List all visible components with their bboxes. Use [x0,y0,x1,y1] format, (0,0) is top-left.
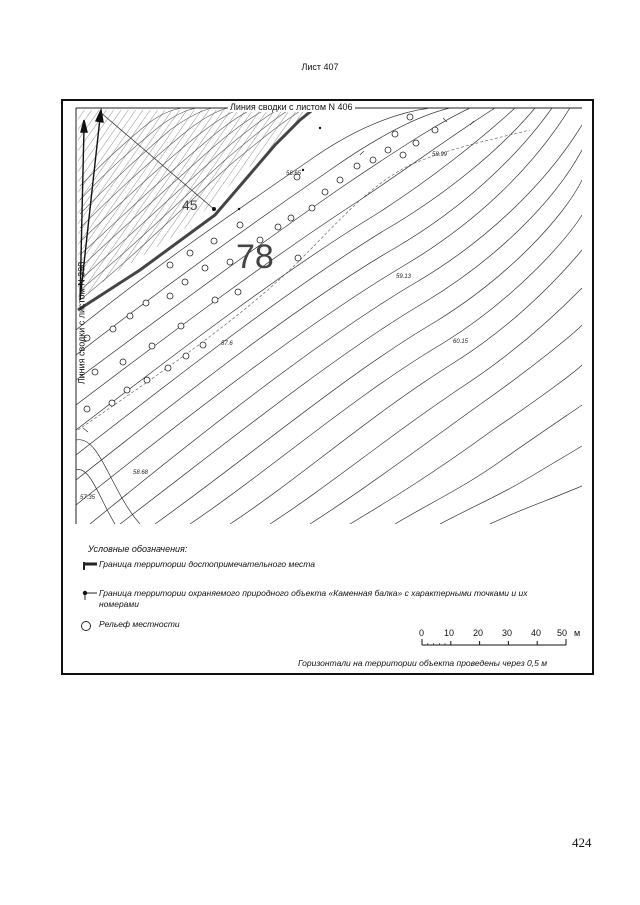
top-match-line-label: Линия сводки с листом N 406 [230,102,353,112]
legend-item-label: Рельеф местности [99,619,180,629]
legend-item-label: Граница территории достопримечательного места [99,559,315,569]
elevation-label: 57.35 [80,495,96,501]
sheet-title: Лист 407 [301,62,339,72]
scale-tick-label: 50 [557,628,568,638]
contour-interval-note: Горизонтали на территории объекта проведены через 0,5 м [298,658,548,668]
left-match-line-label: Линия сводки с листом N 398 [76,261,87,385]
elevation-label: 58.65 [286,171,302,177]
page-number: 424 [572,835,592,850]
scale-tick-label: 10 [444,628,455,638]
elevation-label: 58.99 [432,152,448,158]
scale-unit: м [574,628,581,638]
elevation-label: 57.6 [221,341,233,347]
scale-tick-label: 30 [502,628,513,638]
legend-item-label: Граница территории охраняемого природного объекта «Каменная балка» с характерными точками и их номерами [99,588,528,609]
area-label-small: 45 [182,197,198,213]
scale-tick-label: 20 [473,628,484,638]
elevation-label: 60.15 [453,339,469,345]
scale-tick-label: 0 [419,628,425,638]
legend-title: Условные обозначения: [88,544,188,554]
elevation-label: 58.68 [133,470,149,476]
area-label-large: 78 [236,238,274,276]
scale-tick-label: 40 [531,628,542,638]
elevation-label: 59.13 [396,274,412,280]
